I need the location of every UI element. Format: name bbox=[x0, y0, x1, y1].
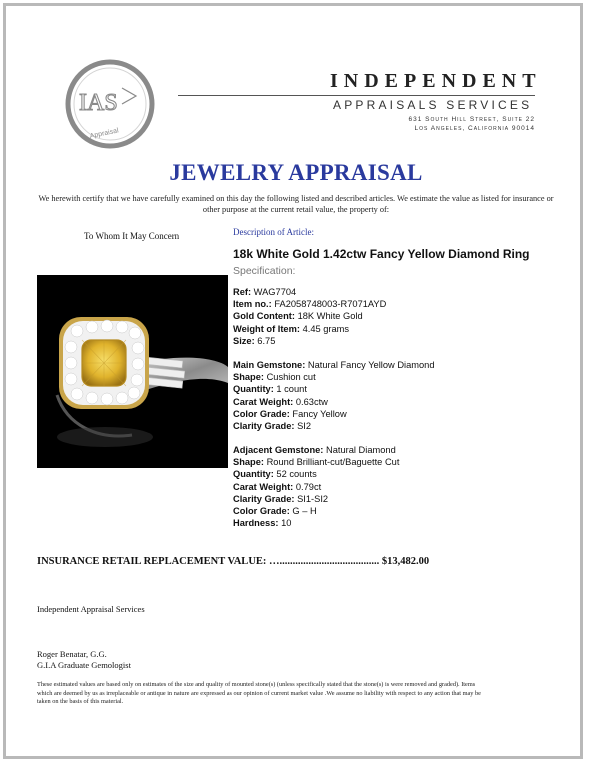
spec-row: Item no.: FA2058748003-R7071AYD bbox=[233, 299, 387, 310]
spec-row: Weight of Item: 4.45 grams bbox=[233, 323, 350, 334]
document-title: JEWELRY APPRAISAL bbox=[169, 160, 423, 185]
spec-row: Hardness: 10 bbox=[233, 518, 292, 529]
spec-row: Clarity Grade: SI1-SI2 bbox=[233, 493, 329, 504]
spec-row: Adjacent Gemstone: Natural Diamond bbox=[233, 445, 396, 455]
company-name: INDEPENDENT bbox=[330, 70, 542, 92]
spec-row: Size: 6.75 bbox=[233, 335, 276, 346]
spec-row: Carat Weight: 0.79ct bbox=[233, 481, 322, 492]
spec-row: Shape: Cushion cut bbox=[233, 372, 316, 383]
replacement-value-label: INSURANCE RETAIL REPLACEMENT VALUE: …...................................... bbox=[37, 556, 380, 567]
spec-row: Color Grade: G – H bbox=[233, 506, 317, 517]
disclaimer: These estimated values are based only on estimates of the size and quality of mounted stone(s) (unless specifically stated that the stone(s) is were removed and graded). Items which are deemed by us as irreplaceable or antique in nature are expressed as our opinion of current market value .We assume no liability with respect to any action that may be taken on the basis of this material. bbox=[37, 681, 481, 705]
logo-letters: IAS bbox=[79, 90, 118, 116]
recipient: To Whom It May Concern bbox=[84, 231, 180, 241]
specs-main-gemstone bbox=[233, 359, 435, 432]
spec-row: Quantity: 52 counts bbox=[233, 469, 317, 480]
logo-caption: Appraisal bbox=[89, 127, 120, 141]
header-divider bbox=[178, 95, 535, 96]
company-subtitle: APPRAISALS SERVICES bbox=[333, 98, 533, 112]
signer-title: G.I.A Graduate Gemologist bbox=[37, 660, 131, 670]
description-label: Description of Article: bbox=[233, 227, 314, 237]
address-line-1: 631 South Hill Street, Suite 22 bbox=[408, 116, 535, 123]
spec-row: Gold Content: 18K White Gold bbox=[233, 311, 363, 322]
spec-row: Ref: WAG7704 bbox=[233, 287, 297, 297]
spec-row: Carat Weight: 0.63ctw bbox=[233, 396, 328, 407]
signer-name: Roger Benatar, G.G. bbox=[37, 649, 107, 659]
ring-photo bbox=[37, 275, 228, 468]
spec-row: Shape: Round Brilliant-cut/Baguette Cut bbox=[233, 457, 400, 468]
specs-general bbox=[233, 286, 386, 347]
specs-adjacent-gemstone bbox=[233, 444, 399, 529]
footer-company: Independent Appraisal Services bbox=[37, 604, 145, 614]
spec-row: Quantity: 1 count bbox=[233, 384, 307, 395]
spec-row: Clarity Grade: SI2 bbox=[233, 421, 312, 432]
replacement-value bbox=[37, 556, 429, 567]
spec-row: Color Grade: Fancy Yellow bbox=[233, 408, 347, 419]
specification-label: Specification: bbox=[233, 265, 296, 277]
ias-logo bbox=[64, 58, 156, 150]
intro-text: We herewith certify that we have carefully examined on this day the following listed and described articles. We estimate the value as listed for insurance or other purpose at the current retail value, the property of: bbox=[38, 194, 554, 214]
spec-row: Main Gemstone: Natural Fancy Yellow Diamond bbox=[233, 360, 435, 370]
address-line-2: Los Angeles, California 90014 bbox=[414, 125, 535, 132]
item-title: 18k White Gold 1.42ctw Fancy Yellow Diamond Ring bbox=[233, 247, 530, 261]
replacement-value-amount: $13,482.00 bbox=[381, 556, 430, 567]
